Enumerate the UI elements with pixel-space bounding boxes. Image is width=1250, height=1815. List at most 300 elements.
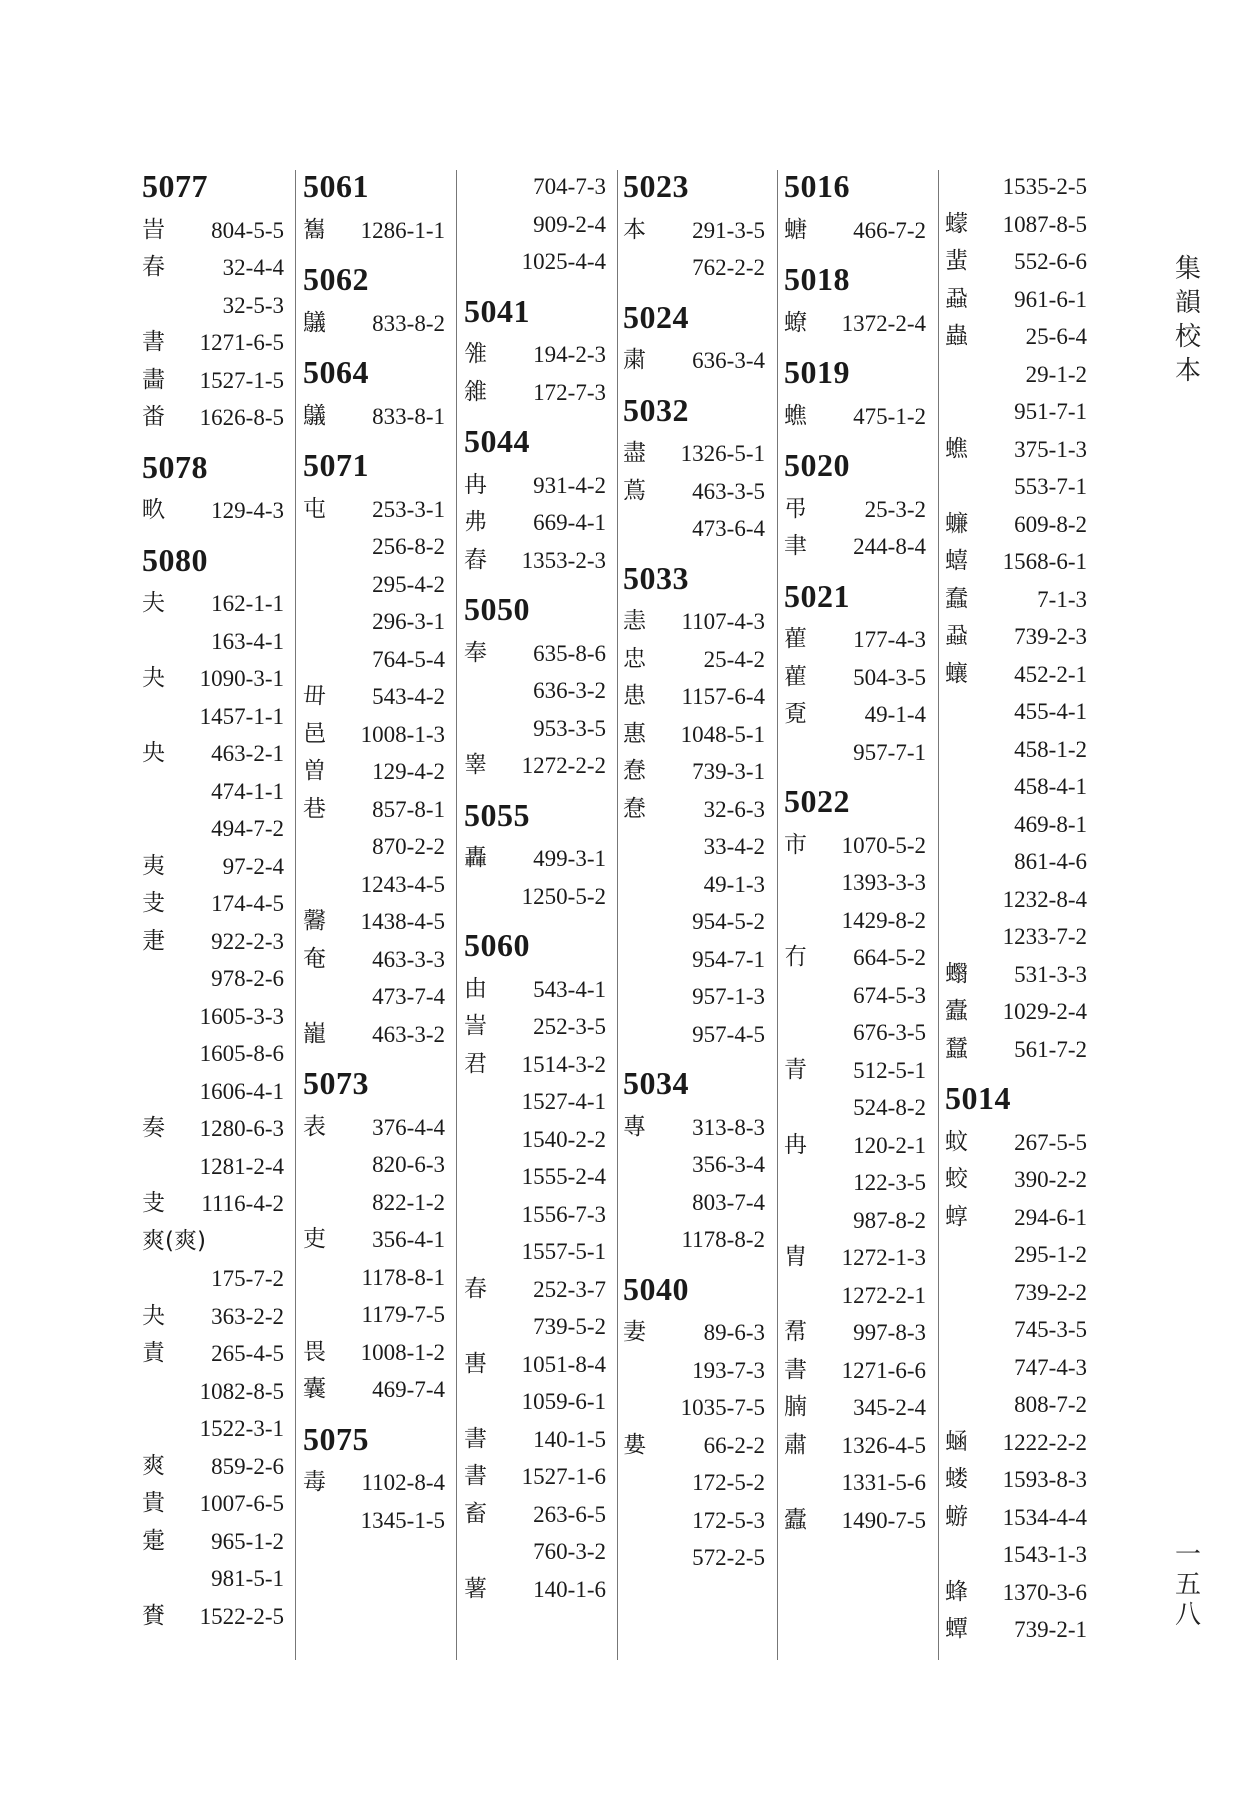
page-reference: 1271-6-6 [841,1357,926,1383]
page-reference: 1568-6-1 [1002,549,1087,574]
index-row [140,1035,292,1073]
index-row [462,1383,614,1421]
character: 畂 [142,497,165,523]
character: 畏 [303,1338,326,1365]
index-row [782,1277,934,1315]
page-reference: 739-3-1 [692,759,765,784]
index-row [140,735,292,773]
code-group [140,542,292,1636]
index-row [462,168,614,206]
index-row [621,1184,773,1222]
index-row [140,960,292,998]
character: 恚 [623,608,646,634]
character: 夬 [142,665,165,691]
index-row [943,731,1095,769]
character: 巷 [303,795,326,822]
character: 軎 [464,1350,487,1377]
index-row [140,1223,292,1261]
page-reference: 1070-5-2 [841,832,926,858]
page-reference: 1107-4-3 [681,609,765,634]
index-row [943,1461,1095,1499]
index-row [462,206,614,244]
index-row [782,1014,934,1052]
index-row [462,1346,614,1384]
column-divider [938,170,939,1660]
index-column [301,168,453,1658]
index-row [140,1110,292,1148]
code-heading: 5061 [303,168,369,204]
index-column [943,168,1095,1658]
code-group [782,261,934,342]
character: 毊 [303,908,326,934]
page-reference: 296-3-1 [372,609,445,634]
index-row [621,1109,773,1147]
code-heading: 5020 [784,447,850,483]
index-row [782,864,934,902]
character: 肅 [784,1431,807,1458]
index-row [301,1502,453,1540]
page-reference: 129-4-3 [211,498,284,523]
page-reference: 1008-1-3 [360,721,445,747]
code-heading: 5018 [784,261,850,297]
index-row [301,398,453,436]
index-row [943,1311,1095,1349]
character: 聿 [784,533,807,559]
character: 書 [464,1463,487,1489]
page-reference: 745-3-5 [1014,1317,1087,1342]
page-reference: 97-2-4 [222,853,284,879]
index-row [462,374,614,412]
page-reference: 1179-7-5 [361,1302,445,1327]
index-row [943,243,1095,281]
character: 爽 [142,1452,165,1479]
page-reference: 1353-2-3 [521,547,606,573]
page-reference: 833-8-2 [372,310,445,336]
index-row [301,1109,453,1147]
page-reference: 987-8-2 [853,1207,926,1233]
character: 忠 [623,645,646,672]
index-row [621,435,773,473]
index-row [140,1148,292,1186]
code-heading: 5064 [303,354,369,390]
index-row [462,1008,614,1046]
page-reference: 1048-5-1 [680,721,765,747]
code-heading: 5024 [623,298,689,335]
page-reference: 820-6-3 [372,1152,445,1177]
index-row [621,941,773,979]
code-heading: 5033 [623,559,689,596]
index-row [301,1184,453,1222]
character: 蜂 [945,1578,968,1605]
page-reference: 636-3-2 [533,678,606,703]
character: 蠹 [784,1506,807,1533]
code-group [462,423,614,579]
page-reference: 1178-8-1 [361,1264,445,1290]
page-reference: 561-7-2 [1014,1036,1087,1062]
index-row [462,243,614,281]
character: 妻 [623,1319,646,1345]
index-row [943,656,1095,694]
index-row [943,1424,1095,1462]
index-row [621,903,773,941]
page-reference: 524-8-2 [853,1095,926,1120]
code-group [621,560,773,1054]
page-reference: 473-7-4 [372,984,445,1009]
page-reference: 475-1-2 [853,403,926,429]
index-row [301,978,453,1016]
character: 蜚 [945,248,968,274]
index-row [301,1146,453,1184]
index-row [301,1296,453,1334]
code-heading: 5075 [303,1420,369,1457]
character: 蝣 [945,1503,968,1530]
page-reference: 764-5-4 [372,646,445,672]
page-reference: 1035-7-5 [680,1395,765,1420]
index-row [462,1308,614,1346]
character: 帬 [784,1319,807,1345]
index-row [782,939,934,977]
index-row [140,1335,292,1373]
code-heading: 5080 [142,541,208,578]
column-divider [295,170,296,1660]
code-group [621,168,773,287]
page-reference: 1178-8-2 [681,1227,765,1252]
character: 蠺 [945,1035,968,1062]
code-heading: 5040 [623,1270,689,1307]
index-row [943,618,1095,656]
index-row [621,510,773,548]
index-row [782,827,934,865]
page-reference: 463-3-3 [372,946,445,972]
index-row [782,305,934,343]
index-row [943,393,1095,431]
page-reference: 294-6-1 [1014,1204,1087,1230]
page-reference: 356-4-1 [372,1227,445,1252]
character: 腩 [784,1394,807,1420]
index-row [462,971,614,1009]
page-reference: 1438-4-5 [360,909,445,934]
page-reference: 122-3-5 [853,1170,926,1195]
page-reference: 1082-8-5 [199,1378,284,1404]
character: 蜳 [945,1203,968,1230]
index-row [943,1349,1095,1387]
page-reference: 1102-8-4 [361,1470,445,1495]
character: 吏 [303,1226,326,1252]
page-reference: 291-3-5 [692,217,765,243]
code-heading: 5032 [623,391,689,428]
page-reference: 859-2-6 [211,1453,284,1479]
page-reference: 244-8-4 [853,534,926,559]
page-reference: 1090-3-1 [199,666,284,691]
character: 本 [623,216,646,243]
index-row [140,998,292,1036]
character: 央 [142,740,165,766]
index-row [462,1046,614,1084]
index-row [943,956,1095,994]
code-group [462,591,614,785]
character: 貴 [142,1490,165,1516]
index-row [621,866,773,904]
index-row [943,506,1095,544]
page-reference: 1556-7-3 [521,1201,606,1227]
index-row [782,1427,934,1465]
character: 睾 [464,752,487,778]
page-reference: 1280-6-3 [199,1116,284,1141]
character: 舂 [464,546,487,573]
index-row [462,710,614,748]
page-reference: 1232-8-4 [1002,886,1087,912]
index-row [621,249,773,287]
page-reference: 1326-4-5 [841,1432,926,1458]
code-heading: 5023 [623,168,689,204]
index-row [943,1611,1095,1649]
code-group [782,447,934,566]
page-reference: 931-4-2 [533,472,606,498]
index-row [621,1389,773,1427]
character: 蟟 [784,309,807,336]
code-heading: 5044 [464,423,530,459]
character: 冉 [464,471,487,498]
code-heading: 5055 [464,796,530,833]
index-row [943,206,1095,244]
index-row [462,840,614,878]
index-row [943,1499,1095,1537]
index-row [782,1502,934,1540]
index-row [301,1464,453,1502]
index-row [301,1334,453,1372]
code-group [621,392,773,548]
character: 蝼 [945,1466,968,1492]
book-title-char: 韻 [1174,288,1201,318]
page-reference: 66-2-2 [703,1432,765,1458]
character: 賚 [142,1602,165,1629]
character: 蠰 [945,660,968,687]
index-row [140,1598,292,1636]
index-row [140,885,292,923]
index-row [301,491,453,529]
page-reference: 1429-8-2 [841,907,926,933]
code-group [462,927,614,1608]
index-row [621,1314,773,1352]
index-row [140,1185,292,1223]
index-row [301,678,453,716]
character: 蝨 [945,623,968,649]
index-row [782,977,934,1015]
character: 蛟 [945,1166,968,1192]
index-row [782,902,934,940]
page-reference: 1593-8-3 [1002,1467,1087,1492]
page-reference: 1051-8-4 [521,1351,606,1377]
character: 蜬 [945,1428,968,1455]
index-row [782,1202,934,1240]
character: 鸃 [303,309,326,336]
index-row [782,734,934,772]
index-row [462,504,614,542]
index-column [782,168,934,1658]
character: 邑 [303,720,326,747]
index-row [943,1199,1095,1237]
page-reference: 194-2-3 [533,342,606,367]
index-row [943,1031,1095,1069]
page-reference: 1222-2-2 [1002,1429,1087,1455]
page-reference: 909-2-4 [533,211,606,237]
character: 粛 [623,347,646,373]
page-reference: 162-1-1 [211,591,284,616]
page-reference: 172-5-2 [692,1470,765,1495]
index-row [782,1239,934,1277]
character: 毒 [303,1469,326,1495]
page-reference: 1372-2-4 [841,310,926,336]
code-group [462,293,614,412]
code-heading: 5077 [142,168,208,204]
index-row [943,1386,1095,1424]
character: 弔 [784,495,807,522]
page-reference: 760-3-2 [533,1539,606,1564]
page-reference: 833-8-1 [372,403,445,429]
page-reference: 499-3-1 [533,846,606,871]
index-row [140,399,292,437]
character: 君 [464,1050,487,1077]
page-reference: 49-1-4 [864,702,926,727]
index-row [462,1083,614,1121]
page-reference: 1606-4-1 [199,1078,284,1104]
page-reference: 1059-6-1 [521,1389,606,1414]
index-row [140,1485,292,1523]
index-row [301,753,453,791]
code-group [943,168,1095,1068]
page-reference: 1331-5-6 [841,1470,926,1495]
page-reference: 954-7-1 [692,946,765,972]
page-reference: 1008-1-2 [360,1339,445,1365]
page-reference: 1281-2-4 [199,1153,284,1179]
index-row [140,1410,292,1448]
page-reference: 957-4-5 [692,1021,765,1047]
page-reference: 1272-2-2 [521,753,606,778]
page-reference: 469-8-1 [1014,811,1087,837]
index-row [301,603,453,641]
book-title-char: 校 [1174,322,1201,352]
character: 夬 [142,1302,165,1329]
index-row [943,1274,1095,1312]
character: 屯 [303,495,326,522]
code-group [301,261,453,342]
character: 曽 [303,758,326,784]
character: 蝨 [945,285,968,312]
character: 叏 [142,890,165,916]
index-row [782,398,934,436]
page-reference: 1243-4-5 [360,871,445,897]
page-reference: 129-4-2 [372,759,445,784]
page-reference: 762-2-2 [692,255,765,280]
page-reference: 376-4-4 [372,1114,445,1140]
index-row [943,543,1095,581]
character: 冉 [784,1131,807,1158]
page-reference: 1527-4-1 [521,1089,606,1114]
index-row [621,641,773,679]
character: 轟 [464,845,487,871]
page-reference: 676-3-5 [853,1020,926,1045]
page-reference: 1025-4-4 [521,249,606,274]
index-row [462,1571,614,1609]
index-row [301,641,453,679]
page-reference: 463-2-1 [211,741,284,766]
index-row [782,1464,934,1502]
index-row [621,678,773,716]
page-reference: 704-7-3 [533,174,606,199]
index-row [301,903,453,941]
character: 春 [464,1275,487,1302]
character: 春 [142,254,165,280]
index-row [140,212,292,250]
index-row [782,696,934,734]
index-row [140,287,292,325]
page-reference: 804-5-5 [211,217,284,243]
character: 螗 [784,216,807,243]
page-reference: 313-8-3 [692,1114,765,1140]
character: 奄 [303,945,326,972]
code-group [782,578,934,772]
index-row [943,1574,1095,1612]
index-row [140,492,292,530]
page-reference: 32-5-3 [222,292,284,318]
code-heading: 5073 [303,1065,369,1101]
code-group [462,797,614,916]
page-reference: 1605-3-3 [199,1003,284,1029]
page-reference: 174-4-5 [211,891,284,916]
index-row [943,768,1095,806]
index-row [621,1502,773,1540]
page-reference: 193-7-3 [692,1357,765,1383]
index-row [943,881,1095,919]
character: 疐 [142,1527,165,1554]
page-reference: 951-7-1 [1014,399,1087,424]
page-number-char: 八 [1174,1600,1201,1630]
character: 蠮 [945,960,968,987]
page-reference: 664-5-2 [853,945,926,970]
character: 蔦 [623,477,646,504]
page-reference: 957-7-1 [853,739,926,765]
index-row [462,1496,614,1534]
page-reference: 739-2-2 [1014,1279,1087,1305]
code-group [301,1065,453,1409]
index-row [140,1523,292,1561]
page-reference: 1345-1-5 [360,1507,445,1533]
character: 蟫 [945,1616,968,1642]
page-reference: 803-7-4 [692,1189,765,1215]
character: 雚 [784,663,807,690]
page-reference: 452-2-1 [1014,661,1087,687]
index-row [621,1464,773,1502]
index-row [621,791,773,829]
page-reference: 1527-1-6 [521,1464,606,1489]
page-reference: 822-1-2 [372,1189,445,1215]
index-row [621,603,773,641]
page-reference: 265-4-5 [211,1341,284,1366]
index-row [782,1389,934,1427]
page-reference: 739-5-2 [533,1314,606,1339]
code-group [943,1080,1095,1649]
page-reference: 140-1-5 [533,1426,606,1452]
page-reference: 252-3-5 [533,1014,606,1039]
character: 書 [142,329,165,355]
page-reference: 1271-6-5 [199,330,284,355]
character: 鸃 [303,402,326,429]
book-title-char: 本 [1174,356,1201,386]
character: 畜 [464,1500,487,1527]
page-reference: 455-4-1 [1014,699,1087,724]
index-row [301,1259,453,1297]
code-group [301,1421,453,1540]
